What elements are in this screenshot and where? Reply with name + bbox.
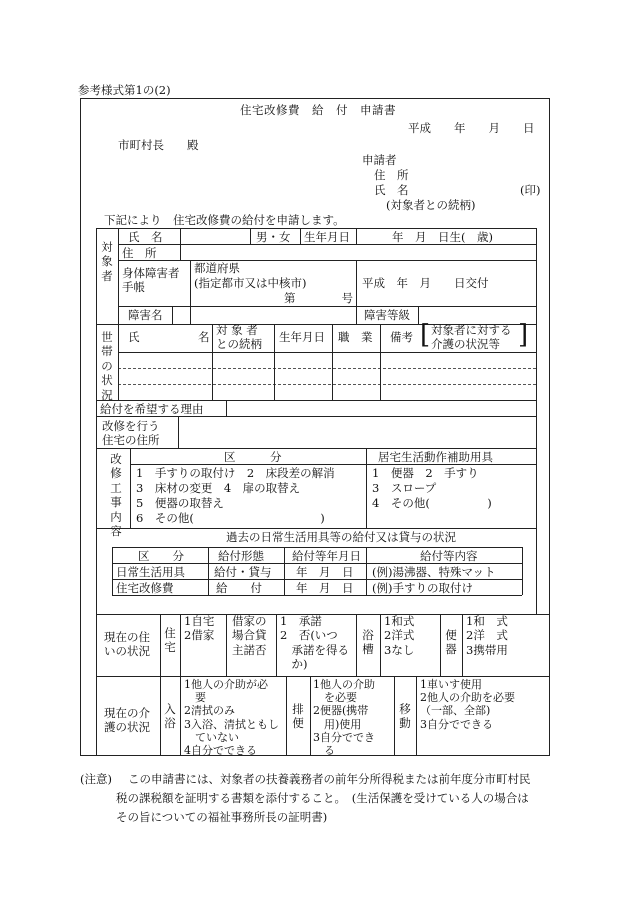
household-name-col-b: 名 xyxy=(198,330,210,344)
bathing-label: 入浴 xyxy=(164,702,176,731)
care-label: 現在の介 護の状況 xyxy=(104,706,150,735)
works-category-1: 1 手すりの取付け 2 床段差の解消 xyxy=(136,466,335,480)
history-header-date: 給付等年月日 xyxy=(292,549,361,563)
bracket-left: [ xyxy=(420,320,431,350)
household-job-col: 職 業 xyxy=(338,330,373,344)
applicant-name-label: 氏 名 xyxy=(374,183,409,197)
bracket-right: ] xyxy=(518,320,529,350)
household-care-col: 対象者に対する 介護の状況等 xyxy=(431,323,512,352)
equipment-2: 3 スロープ xyxy=(372,481,437,495)
bath-options: 1和式 2洋式 3なし xyxy=(384,614,415,657)
disability-name-label: 障害名 xyxy=(128,308,163,322)
history-header-form: 給付形態 xyxy=(218,549,264,563)
toilet-options: 1和 式 2洋 式 3携帯用 xyxy=(466,614,508,657)
works-category-3: 5 便器の取替え xyxy=(136,496,224,510)
dob-value: 年 月 日生( 歳) xyxy=(392,230,493,244)
intro-text: 下記により 住宅改修費の給付を申請します。 xyxy=(104,213,345,227)
applicant-relation: (対象者との続柄) xyxy=(386,198,476,212)
addressee: 市町村長 殿 xyxy=(118,138,199,152)
history-row1-content: (例)湯沸器、特殊マット xyxy=(372,565,496,579)
household-name-col-a: 氏 xyxy=(128,330,140,344)
works-section-label: 改修工事内容 xyxy=(110,452,122,538)
equipment-header: 居宅生活動作補助用具 xyxy=(378,450,493,464)
toileting-label: 排便 xyxy=(292,702,304,731)
disability-grade-label: 障害等級 xyxy=(364,308,410,322)
history-row2-date: 年 月 日 xyxy=(296,581,354,595)
equipment-3: 4 その他( ) xyxy=(372,496,492,510)
subject-name-label: 氏 名 xyxy=(128,230,163,244)
gender-options: 男・女 xyxy=(256,230,291,244)
handbook-label: 身体障害者手帳 xyxy=(122,266,180,295)
renovation-address-label: 改修を行う 住宅の住所 xyxy=(102,419,160,448)
dob-label: 生年月日 xyxy=(304,230,350,244)
subject-address-label: 住 所 xyxy=(122,246,157,260)
history-row2-form: 給 付 xyxy=(216,581,262,595)
applicant-address-label: 住 所 xyxy=(374,168,409,182)
house-options: 1自宅 2借家 xyxy=(184,614,215,643)
consent-options: 1 承諾 2 否(いつ 承諾を得る か) xyxy=(280,614,349,672)
history-row1-form: 給付・貸与 xyxy=(214,565,272,579)
city-note: (指定都市又は中核市) xyxy=(194,276,307,290)
works-category-2: 3 床材の変更 4 扉の取替え xyxy=(136,481,301,495)
equipment-1: 1 便器 2 手すり xyxy=(372,466,479,480)
prefecture-label: 都道府県 xyxy=(194,261,240,275)
history-row2-content: (例)手すりの取付け xyxy=(372,581,473,595)
history-header-content: 給付等内容 xyxy=(420,549,478,563)
note-label: (注意) xyxy=(80,772,112,786)
subject-section-label: 対象者 xyxy=(101,240,113,283)
toileting-options: 1他人の介助 を必要 2便器(携帯 用)使用 3自分ででき る xyxy=(313,678,375,757)
history-row2-category: 住宅改修費 xyxy=(116,581,174,595)
toilet-label: 便器 xyxy=(445,628,457,657)
household-dob-col: 生年月日 xyxy=(279,330,325,344)
house-label: 住宅 xyxy=(164,626,176,655)
note-line-3: その旨についての福祉事務所長の証明書) xyxy=(116,810,328,824)
history-title: 過去の日常生活用具等の給付又は貸与の状況 xyxy=(226,530,456,544)
bathing-options: 1他人の介助が必 要 2清拭のみ 3入浴、清拭ともし ていない 4自分でできる xyxy=(184,678,279,757)
history-header-category: 区 分 xyxy=(138,549,184,563)
works-category-header: 区 分 xyxy=(224,450,282,464)
note-line-2: 税の課税額を証明する書類を添付すること。 (生活保護を受けている人の場合は xyxy=(116,791,529,805)
applicant-label: 申請者 xyxy=(362,153,397,167)
note-line-1: この申請書には、対象者の扶養義務者の前年分所得税または前年度分市町村民 xyxy=(128,772,531,786)
history-row1-date: 年 月 日 xyxy=(296,565,354,579)
household-relation-col: 対 象 者 との続柄 xyxy=(216,323,262,352)
landlord-consent-label: 借家の 場合貸 主諾否 xyxy=(232,614,267,657)
bath-label: 浴槽 xyxy=(362,628,374,657)
moving-options: 1車いす使用 2他人の介助を必要 （一部、全部) 3自分でできる xyxy=(420,678,515,731)
handbook-number: 第 号 xyxy=(284,291,353,305)
household-section-label: 世帯の状況 xyxy=(101,330,113,402)
moving-label: 移動 xyxy=(399,702,411,731)
housing-label: 現在の住 いの状況 xyxy=(104,630,150,659)
seal-mark: (印) xyxy=(520,183,541,197)
reason-label: 給付を希望する理由 xyxy=(100,402,204,416)
form-title: 住宅改修費 給 付 申請書 xyxy=(240,103,396,117)
application-date: 平成 年 月 日 xyxy=(408,121,535,135)
history-row1-category: 日常生活用具 xyxy=(116,565,185,579)
household-note-col: 備考 xyxy=(390,330,413,344)
form-reference: 参考様式第1の(2) xyxy=(78,83,171,97)
issue-date: 平成 年 月 日交付 xyxy=(362,276,489,290)
works-category-4: 6 その他( ) xyxy=(136,511,325,525)
